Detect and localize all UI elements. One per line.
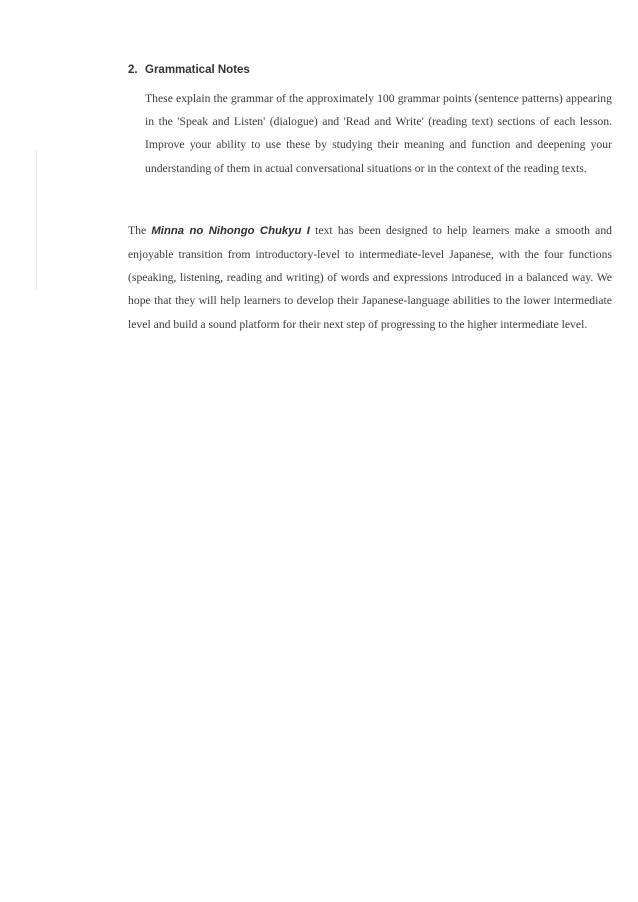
section-title: Grammatical Notes [145,64,250,76]
section-paragraph: These explain the grammar of the approximately 100 grammar points (sentence patterns) appearing in the 'Speak and Listen' (dialogue) and 'Read and Write' (reading text) sections of each lesson. Improve your ability to use these by studying their meaning and function and deepening your understanding of them in actual conversational situations or in the context of the reading texts. [145,92,612,175]
grammatical-notes-section [128,63,612,180]
intro-text: text has been designed to help learners make a smooth and enjoyable transition from introductory-level to intermediate-level Japanese, with the four functions (speaking, listening, reading and writing) of words and expressions introduced in a balanced way. We hope that they will help learners to develop their Japanese-language abilities to the lower intermediate level and build a sound platform for their next step of progressing to the higher intermediate level. [128,223,613,331]
intro-paragraph [128,219,612,336]
section-number: 2. [128,64,138,76]
intro-lead: The [128,223,147,237]
scan-margin-mark [36,150,37,290]
section-heading [128,63,612,77]
book-title: Minna no Nihongo Chukyu I [151,224,310,237]
